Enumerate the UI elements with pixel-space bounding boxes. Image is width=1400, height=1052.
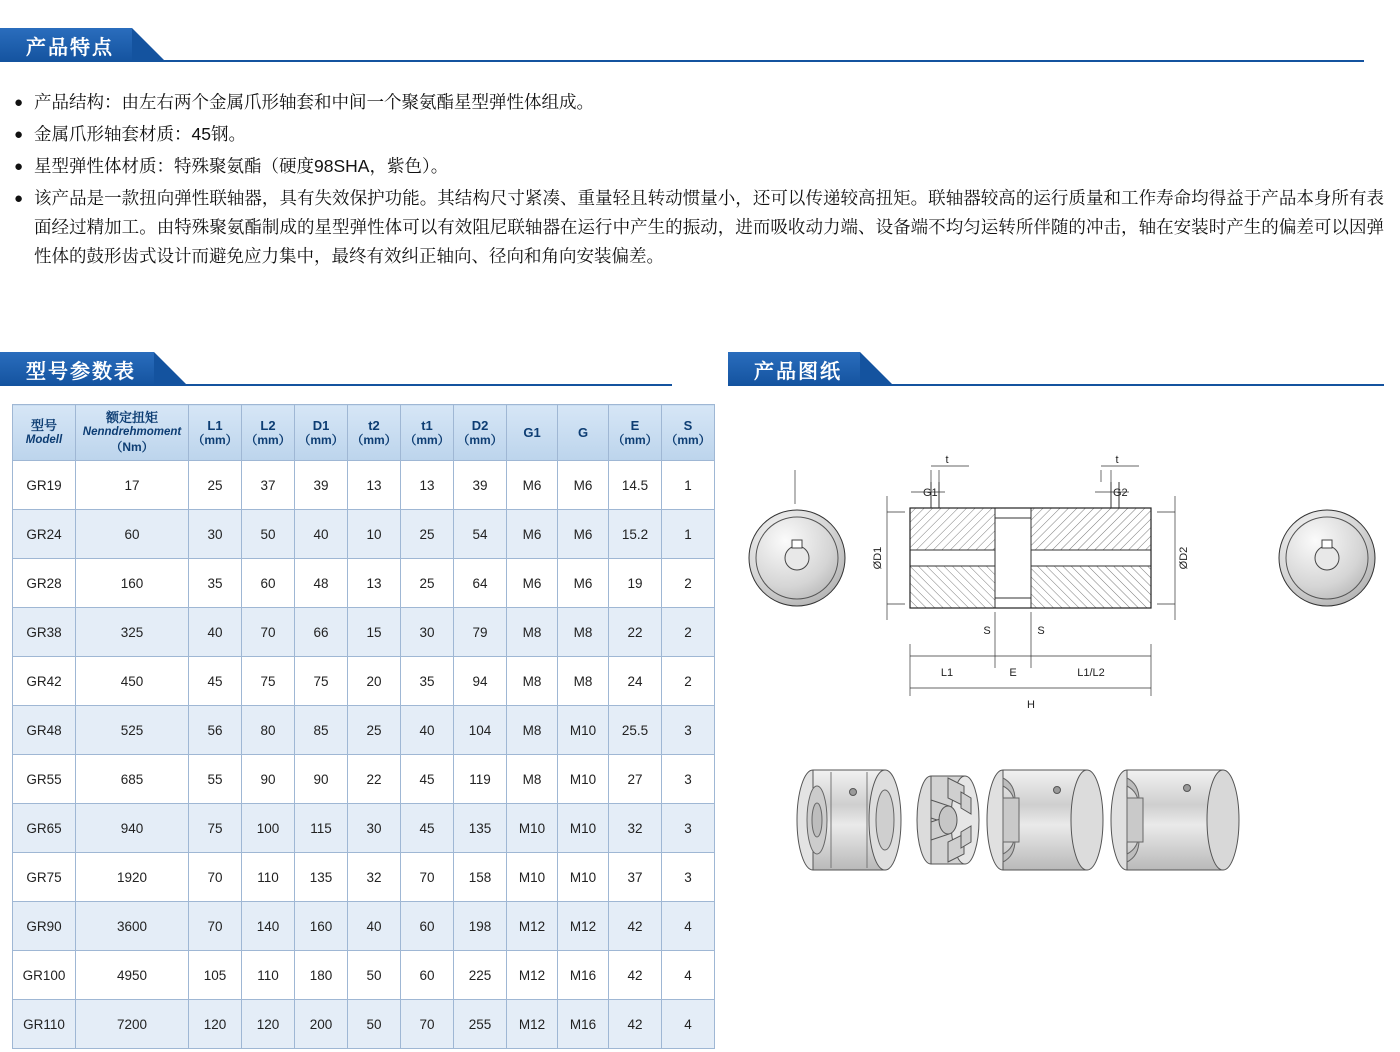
cell-g1: M12 xyxy=(507,902,558,951)
cell-t2: 13 xyxy=(348,559,401,608)
cell-d2: 135 xyxy=(454,804,507,853)
cell-g1: M8 xyxy=(507,706,558,755)
cell-model: GR65 xyxy=(13,804,76,853)
cell-e: 19 xyxy=(609,559,662,608)
th-model: 型号 Modell xyxy=(13,405,76,461)
cell-g: M8 xyxy=(558,608,609,657)
cell-g1: M12 xyxy=(507,951,558,1000)
cell-l1: 30 xyxy=(189,510,242,559)
label-d1: ØD1 xyxy=(872,546,884,570)
cell-torque: 1920 xyxy=(76,853,189,902)
cell-d2: 198 xyxy=(454,902,507,951)
cell-s: 3 xyxy=(662,706,715,755)
cell-d1: 40 xyxy=(295,510,348,559)
cell-e: 32 xyxy=(609,804,662,853)
parameter-table xyxy=(12,404,715,1049)
cell-model: GR38 xyxy=(13,608,76,657)
section-rule-drawing xyxy=(728,384,1384,386)
label-g1: G1 xyxy=(923,487,938,499)
cell-model: GR90 xyxy=(13,902,76,951)
cell-l1: 25 xyxy=(189,461,242,510)
list-item xyxy=(14,184,1384,271)
cell-s: 4 xyxy=(662,951,715,1000)
cell-e: 27 xyxy=(609,755,662,804)
cell-e: 37 xyxy=(609,853,662,902)
cell-l1: 55 xyxy=(189,755,242,804)
cell-d1: 135 xyxy=(295,853,348,902)
cell-s: 3 xyxy=(662,853,715,902)
cell-g: M10 xyxy=(558,853,609,902)
cell-l2: 70 xyxy=(242,608,295,657)
cell-t1: 13 xyxy=(401,461,454,510)
middle-jaw-hub-3d xyxy=(987,770,1103,870)
th-s: S （mm） xyxy=(662,405,715,461)
table-row xyxy=(13,706,715,755)
cell-t2: 13 xyxy=(348,461,401,510)
cell-l1: 70 xyxy=(189,902,242,951)
table-header-row xyxy=(13,405,715,461)
cell-d1: 85 xyxy=(295,706,348,755)
cell-torque: 160 xyxy=(76,559,189,608)
th-l2: L2 （mm） xyxy=(242,405,295,461)
cell-g: M6 xyxy=(558,559,609,608)
cell-d2: 94 xyxy=(454,657,507,706)
feature-item-1: 产品结构：由左右两个金属爪形轴套和中间一个聚氨酯星型弹性体组成。 xyxy=(34,92,594,112)
technical-drawing-svg xyxy=(735,400,1385,920)
cell-l2: 50 xyxy=(242,510,295,559)
cell-l2: 37 xyxy=(242,461,295,510)
cell-d1: 160 xyxy=(295,902,348,951)
cell-d2: 119 xyxy=(454,755,507,804)
cell-l1: 40 xyxy=(189,608,242,657)
cell-s: 3 xyxy=(662,804,715,853)
cell-t1: 30 xyxy=(401,608,454,657)
label-l1: L1 xyxy=(940,667,954,679)
cell-t2: 50 xyxy=(348,1000,401,1049)
cell-g: M6 xyxy=(558,461,609,510)
cell-l2: 120 xyxy=(242,1000,295,1049)
cell-s: 1 xyxy=(662,461,715,510)
th-g: G xyxy=(558,405,609,461)
cell-e: 42 xyxy=(609,902,662,951)
cell-torque: 4950 xyxy=(76,951,189,1000)
cell-torque: 325 xyxy=(76,608,189,657)
section-banner-table xyxy=(0,352,188,386)
features-list xyxy=(14,88,1384,274)
th-e: E （mm） xyxy=(609,405,662,461)
leader-lines xyxy=(911,466,1139,492)
cell-t2: 22 xyxy=(348,755,401,804)
section-title-features: 产品特点 xyxy=(0,28,132,62)
table-row xyxy=(13,461,715,510)
bullet-icon: ● xyxy=(14,158,24,175)
cell-torque: 940 xyxy=(76,804,189,853)
cell-model: GR48 xyxy=(13,706,76,755)
cell-model: GR24 xyxy=(13,510,76,559)
cell-d2: 54 xyxy=(454,510,507,559)
cell-e: 14.5 xyxy=(609,461,662,510)
left-hub-3d xyxy=(797,770,901,870)
cell-model: GR75 xyxy=(13,853,76,902)
table-body xyxy=(13,461,715,1049)
right-jaw-hub-3d xyxy=(1111,770,1239,870)
cell-l1: 105 xyxy=(189,951,242,1000)
cell-torque: 17 xyxy=(76,461,189,510)
cell-l1: 35 xyxy=(189,559,242,608)
feature-paragraph: 该产品是一款扭向弹性联轴器，具有失效保护功能。其结构尺寸紧凑、重量轻且转动惯量小，还可以传递较高扭矩。联轴器较高的运行质量和工作寿命均得益于产品本身所有表面经过精加工。由特殊聚氨酯制成的星型弹性体可以有效阻尼联轴器在运行中产生的振动，进而吸收动力端、设备端不均匀运转所伴随的冲击，轴在安装时产生的偏差可以因弹性体的鼓形齿式设计而避免应力集中，最终有效纠正轴向、径向和角向安装偏差。 xyxy=(34,188,1384,266)
label-d2: ØD2 xyxy=(1178,546,1190,570)
cell-e: 22 xyxy=(609,608,662,657)
table-row xyxy=(13,510,715,559)
th-d2: D2 （mm） xyxy=(454,405,507,461)
section-rule-table xyxy=(0,384,672,386)
product-drawing xyxy=(735,400,1385,920)
table-row xyxy=(13,951,715,1000)
label-t-left: t xyxy=(945,454,949,466)
cell-g: M10 xyxy=(558,755,609,804)
cell-t2: 32 xyxy=(348,853,401,902)
cell-d1: 115 xyxy=(295,804,348,853)
cell-t2: 10 xyxy=(348,510,401,559)
cell-t2: 20 xyxy=(348,657,401,706)
label-h: H xyxy=(1027,699,1035,711)
cell-g: M10 xyxy=(558,804,609,853)
cell-t1: 70 xyxy=(401,1000,454,1049)
label-g2: G2 xyxy=(1113,487,1128,499)
cell-t1: 45 xyxy=(401,755,454,804)
cell-d2: 255 xyxy=(454,1000,507,1049)
table-row xyxy=(13,657,715,706)
th-t2: t2 （mm） xyxy=(348,405,401,461)
label-l1l2: L1/L2 xyxy=(1077,667,1105,679)
cell-e: 24 xyxy=(609,657,662,706)
bullet-icon: ● xyxy=(14,94,24,111)
banner-tail-icon xyxy=(132,28,166,62)
cell-torque: 450 xyxy=(76,657,189,706)
cell-t2: 15 xyxy=(348,608,401,657)
label-e: E xyxy=(1009,667,1017,679)
label-t-right: t xyxy=(1115,454,1119,466)
cell-e: 25.5 xyxy=(609,706,662,755)
cell-g: M16 xyxy=(558,951,609,1000)
cell-torque: 525 xyxy=(76,706,189,755)
cell-d1: 90 xyxy=(295,755,348,804)
bullet-icon: ● xyxy=(14,126,24,143)
cell-s: 1 xyxy=(662,510,715,559)
cell-g: M12 xyxy=(558,902,609,951)
feature-item-3: 星型弹性体材质：特殊聚氨酯（硬度98SHA，紫色）。 xyxy=(34,156,449,176)
cell-l2: 90 xyxy=(242,755,295,804)
bullet-icon: ● xyxy=(14,190,24,207)
section-banner-features xyxy=(0,28,166,62)
table-row xyxy=(13,1000,715,1049)
cell-model: GR42 xyxy=(13,657,76,706)
section-rule-features xyxy=(0,60,1364,62)
cell-t1: 60 xyxy=(401,951,454,1000)
cell-model: GR55 xyxy=(13,755,76,804)
table-row xyxy=(13,853,715,902)
cell-e: 42 xyxy=(609,951,662,1000)
cell-t1: 40 xyxy=(401,706,454,755)
section-banner-drawing xyxy=(728,352,894,386)
cell-model: GR110 xyxy=(13,1000,76,1049)
cell-g: M10 xyxy=(558,706,609,755)
list-item xyxy=(14,120,1384,149)
cell-d1: 66 xyxy=(295,608,348,657)
feature-item-2: 金属爪形轴套材质：45钢。 xyxy=(34,124,246,144)
cell-model: GR28 xyxy=(13,559,76,608)
cell-d1: 48 xyxy=(295,559,348,608)
elastomer-spider-3d xyxy=(917,776,979,864)
cell-l1: 45 xyxy=(189,657,242,706)
cell-l2: 60 xyxy=(242,559,295,608)
exploded-view-group xyxy=(797,770,1239,870)
cell-e: 42 xyxy=(609,1000,662,1049)
cell-l1: 70 xyxy=(189,853,242,902)
cell-d1: 200 xyxy=(295,1000,348,1049)
cell-d1: 75 xyxy=(295,657,348,706)
cell-g: M8 xyxy=(558,657,609,706)
label-s-left: S xyxy=(983,625,991,637)
cell-l2: 110 xyxy=(242,853,295,902)
table-row xyxy=(13,755,715,804)
cell-l1: 75 xyxy=(189,804,242,853)
cell-g1: M12 xyxy=(507,1000,558,1049)
cell-g1: M10 xyxy=(507,853,558,902)
right-flange-face xyxy=(1279,510,1375,606)
cell-l2: 140 xyxy=(242,902,295,951)
cell-l1: 120 xyxy=(189,1000,242,1049)
cell-s: 2 xyxy=(662,608,715,657)
table-row xyxy=(13,608,715,657)
cell-d1: 39 xyxy=(295,461,348,510)
cell-d2: 39 xyxy=(454,461,507,510)
th-l1: L1 （mm） xyxy=(189,405,242,461)
cell-g1: M8 xyxy=(507,755,558,804)
cell-d2: 158 xyxy=(454,853,507,902)
section-title-drawing: 产品图纸 xyxy=(728,352,860,386)
cell-t1: 70 xyxy=(401,853,454,902)
cell-t1: 25 xyxy=(401,510,454,559)
left-flange-face xyxy=(749,510,845,606)
table-row xyxy=(13,902,715,951)
banner-tail-icon xyxy=(860,352,894,386)
cell-e: 15.2 xyxy=(609,510,662,559)
cell-l2: 75 xyxy=(242,657,295,706)
cell-s: 2 xyxy=(662,559,715,608)
th-g1: G1 xyxy=(507,405,558,461)
cell-d2: 79 xyxy=(454,608,507,657)
cell-d2: 104 xyxy=(454,706,507,755)
cell-g: M6 xyxy=(558,510,609,559)
cell-g1: M8 xyxy=(507,608,558,657)
cell-torque: 60 xyxy=(76,510,189,559)
cell-model: GR19 xyxy=(13,461,76,510)
table-row xyxy=(13,804,715,853)
cell-torque: 7200 xyxy=(76,1000,189,1049)
section-view-group xyxy=(749,466,1375,696)
cell-t1: 25 xyxy=(401,559,454,608)
cell-g1: M6 xyxy=(507,461,558,510)
cell-l2: 80 xyxy=(242,706,295,755)
cell-l2: 110 xyxy=(242,951,295,1000)
cell-t2: 50 xyxy=(348,951,401,1000)
cell-s: 3 xyxy=(662,755,715,804)
cross-section-body xyxy=(910,482,1151,608)
cell-t2: 40 xyxy=(348,902,401,951)
cell-t1: 60 xyxy=(401,902,454,951)
th-d1: D1 （mm） xyxy=(295,405,348,461)
cell-torque: 3600 xyxy=(76,902,189,951)
table-header xyxy=(13,405,715,461)
cell-s: 4 xyxy=(662,1000,715,1049)
th-torque: 额定扭矩 Nenndrehmoment （Nm） xyxy=(76,405,189,461)
label-s-right: S xyxy=(1037,625,1045,637)
section-title-table: 型号参数表 xyxy=(0,352,154,386)
cell-d2: 64 xyxy=(454,559,507,608)
cell-l1: 56 xyxy=(189,706,242,755)
cell-d2: 225 xyxy=(454,951,507,1000)
cell-g1: M6 xyxy=(507,559,558,608)
cell-t2: 25 xyxy=(348,706,401,755)
th-t1: t1 （mm） xyxy=(401,405,454,461)
cell-l2: 100 xyxy=(242,804,295,853)
cell-g: M16 xyxy=(558,1000,609,1049)
list-item xyxy=(14,88,1384,117)
cell-s: 2 xyxy=(662,657,715,706)
cell-model: GR100 xyxy=(13,951,76,1000)
cell-torque: 685 xyxy=(76,755,189,804)
table-row xyxy=(13,559,715,608)
cell-t1: 45 xyxy=(401,804,454,853)
cell-t2: 30 xyxy=(348,804,401,853)
cell-d1: 180 xyxy=(295,951,348,1000)
banner-tail-icon xyxy=(154,352,188,386)
cell-g1: M10 xyxy=(507,804,558,853)
cell-s: 4 xyxy=(662,902,715,951)
cell-t1: 35 xyxy=(401,657,454,706)
list-item xyxy=(14,152,1384,181)
cell-g1: M6 xyxy=(507,510,558,559)
cell-g1: M8 xyxy=(507,657,558,706)
